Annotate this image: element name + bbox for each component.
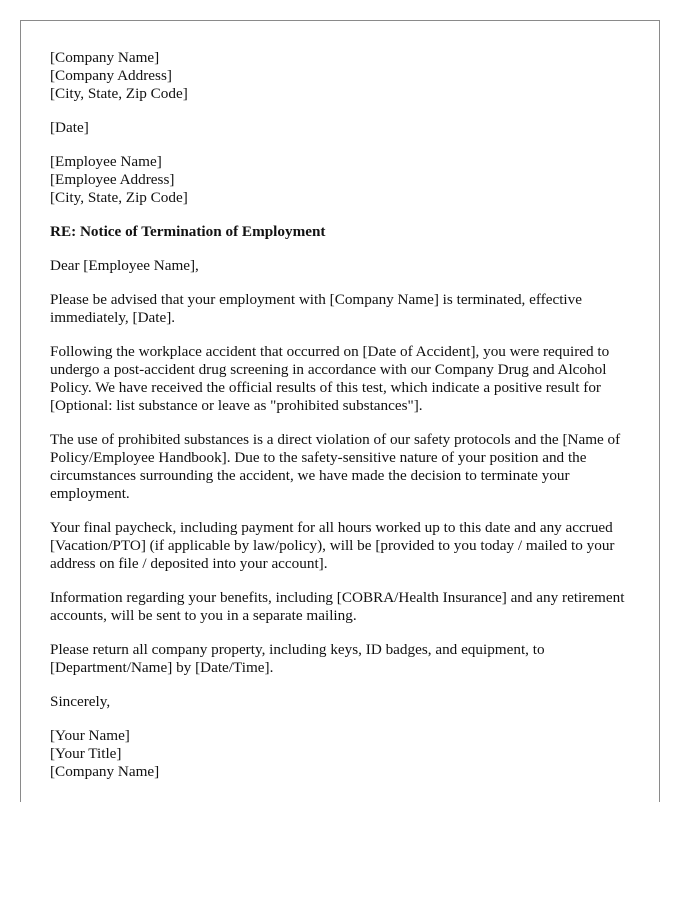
body-paragraph-policy-violation: The use of prohibited substances is a direct violation of our safety protocols and the [Name of Policy/Employee Handbook]. Due to the safety-sensitive nature of your position and the circumstances surrounding the accident, we have made the decision to terminate your employment.	[50, 431, 621, 502]
body-paragraph-drug-screening: Following the workplace accident that occurred on [Date of Accident], you were required to undergo a post-accident drug screening in accordance with our Company Drug and Alcohol Policy. We have received the official results of this test, which indicate a positive result for [Optional: list substance or leave as "prohibited substances"].	[50, 343, 610, 414]
recipient-name: [Employee Name]	[50, 153, 162, 170]
signature-title: [Your Title]	[50, 745, 122, 762]
letter-content	[50, 49, 640, 797]
signature-name: [Your Name]	[50, 727, 130, 744]
recipient-city-state-zip: [City, State, Zip Code]	[50, 189, 188, 206]
letter-page	[20, 20, 660, 802]
recipient-address: [Employee Address]	[50, 171, 175, 188]
body-paragraph-termination: Please be advised that your employment with [Company Name] is terminated, effective immediately, [Date].	[50, 291, 582, 326]
closing: Sincerely,	[50, 693, 111, 710]
signature-company: [Company Name]	[50, 763, 160, 780]
sender-company-name: [Company Name]	[50, 49, 160, 66]
salutation: Dear [Employee Name],	[50, 257, 199, 274]
body-paragraph-benefits: Information regarding your benefits, including [COBRA/Health Insurance] and any retirement accounts, will be sent to you in a separate mailing.	[50, 589, 625, 624]
body-paragraph-company-property: Please return all company property, including keys, ID badges, and equipment, to [Department/Name] by [Date/Time].	[50, 641, 545, 676]
recipient-address-block	[50, 153, 640, 207]
letter-date: [Date]	[50, 119, 89, 136]
signature-block	[50, 727, 640, 781]
sender-company-address: [Company Address]	[50, 67, 172, 84]
sender-city-state-zip: [City, State, Zip Code]	[50, 85, 188, 102]
body-paragraph-final-paycheck: Your final paycheck, including payment for all hours worked up to this date and any accrued [Vacation/PTO] (if applicable by law/policy), will be [provided to you today / mailed to your address on file / deposited into your account].	[50, 519, 615, 572]
letter-date-block	[50, 119, 640, 137]
subject-line: RE: Notice of Termination of Employment	[50, 223, 326, 240]
sender-address-block	[50, 49, 640, 103]
